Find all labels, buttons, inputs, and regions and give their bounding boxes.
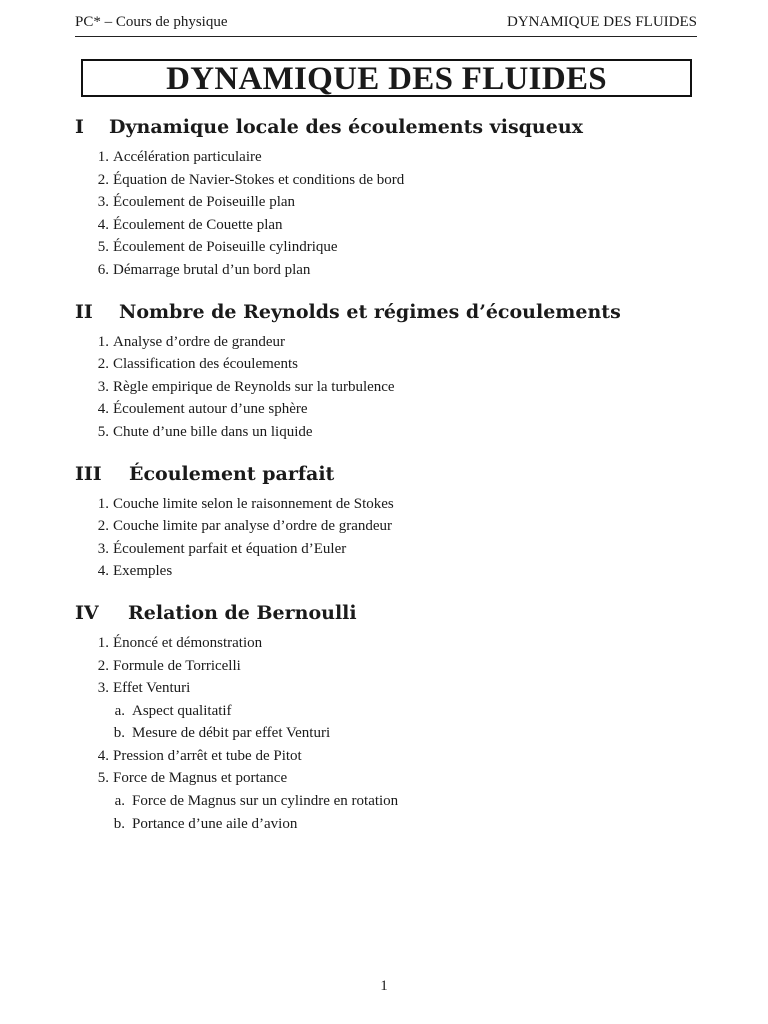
section-number: III: [75, 462, 102, 485]
list-item: [75, 767, 695, 790]
item-number: 5.: [97, 239, 109, 256]
title-box: [81, 59, 692, 97]
page-title: DYNAMIQUE DES FLUIDES: [166, 60, 607, 97]
subitem-label: Mesure de débit par effet Venturi: [132, 725, 331, 742]
section-2: [75, 297, 695, 444]
item-label: Pression d’arrêt et tube de Pitot: [113, 747, 302, 764]
section-heading: [75, 297, 695, 327]
item-label: Écoulement autour d’une sphère: [113, 401, 308, 418]
item-number: 3.: [97, 378, 109, 395]
item-label: Écoulement de Couette plan: [113, 216, 283, 233]
item-label: Exemples: [113, 563, 173, 580]
section-number: IV: [75, 601, 99, 624]
subitem-letter: b.: [113, 815, 125, 832]
section-title: Dynamique locale des écoulements visqueux: [109, 116, 583, 138]
section-item-list: [75, 632, 695, 835]
item-number: 4.: [97, 401, 109, 418]
subitem-letter: a.: [114, 793, 125, 810]
item-label: Chute d’une bille dans un liquide: [113, 423, 313, 440]
item-label: Effet Venturi: [113, 680, 191, 697]
item-number: 2.: [97, 518, 109, 535]
list-item: [75, 655, 695, 678]
item-label: Force de Magnus et portance: [113, 770, 288, 787]
section-number: II: [75, 300, 93, 323]
list-item: [75, 214, 695, 237]
item-number: 4.: [97, 216, 109, 233]
list-item: [75, 376, 695, 399]
item-label: Démarrage brutal d’un bord plan: [113, 261, 311, 278]
section-heading: [75, 112, 695, 142]
sub-list-item: [75, 700, 695, 723]
list-item: [75, 398, 695, 421]
section-item-list: [75, 493, 695, 583]
section-title: Relation de Bernoulli: [128, 601, 357, 624]
item-label: Couche limite par analyse d’ordre de grandeur: [113, 518, 393, 535]
page-number: 1: [380, 978, 388, 994]
list-item: [75, 421, 695, 444]
item-number: 3.: [97, 194, 109, 211]
item-number: 5.: [97, 770, 109, 787]
section-title: Nombre de Reynolds et régimes d’écoulements: [119, 300, 621, 323]
list-item: [75, 677, 695, 700]
subitem-letter: a.: [114, 702, 125, 719]
section-title: Écoulement parfait: [129, 462, 335, 485]
item-number: 1.: [97, 634, 109, 651]
item-label: Équation de Navier-Stokes et conditions de bord: [113, 171, 405, 188]
item-number: 1.: [97, 149, 109, 165]
table-of-contents: [75, 112, 695, 850]
section-item-list: [75, 331, 695, 444]
item-label: Accélération particulaire: [113, 149, 262, 165]
list-item: [75, 331, 695, 354]
section-4: [75, 598, 695, 835]
list-item: [75, 191, 695, 214]
item-label: Écoulement parfait et équation d’Euler: [113, 540, 347, 557]
section-heading: [75, 598, 695, 628]
section-heading: [75, 459, 695, 489]
list-item: [75, 259, 695, 282]
list-item: [75, 560, 695, 583]
item-number: 2.: [97, 657, 109, 674]
header-chapter-label: DYNAMIQUE DES FLUIDES: [507, 14, 697, 30]
item-label: Analyse d’ordre de grandeur: [113, 333, 286, 350]
section-number: I: [75, 116, 84, 138]
item-label: Écoulement de Poiseuille plan: [113, 194, 296, 211]
item-number: 5.: [97, 423, 109, 440]
item-number: 4.: [97, 563, 109, 580]
section-1: [75, 112, 695, 282]
list-item: [75, 493, 695, 516]
sub-list-item: [75, 790, 695, 813]
item-number: 2.: [97, 171, 109, 188]
header-course-label: PC* – Cours de physique: [75, 14, 228, 30]
item-label: Classification des écoulements: [113, 356, 298, 373]
item-label: Règle empirique de Reynolds sur la turbulence: [113, 378, 395, 395]
subitem-label: Force de Magnus sur un cylindre en rotation: [132, 793, 399, 810]
list-item: [75, 515, 695, 538]
item-number: 1.: [97, 495, 109, 512]
sub-list-item: [75, 813, 695, 836]
list-item: [75, 169, 695, 192]
item-number: 4.: [97, 747, 109, 764]
section-3: [75, 459, 695, 583]
list-item: [75, 353, 695, 376]
item-label: Formule de Torricelli: [113, 657, 241, 674]
item-number: 6.: [97, 261, 109, 278]
list-item: [75, 538, 695, 561]
running-header: [75, 14, 697, 37]
list-item: [75, 236, 695, 259]
item-label: Écoulement de Poiseuille cylindrique: [113, 239, 338, 256]
item-number: 1.: [97, 333, 109, 350]
item-number: 3.: [97, 540, 109, 557]
list-item: [75, 632, 695, 655]
item-number: 2.: [97, 356, 109, 373]
subitem-label: Aspect qualitatif: [132, 702, 232, 719]
item-number: 3.: [97, 680, 109, 697]
list-item: [75, 745, 695, 768]
section-item-list: [75, 146, 695, 282]
list-item: [75, 146, 695, 169]
sub-list-item: [75, 722, 695, 745]
subitem-letter: b.: [113, 725, 125, 742]
item-label: Énoncé et démonstration: [113, 634, 263, 651]
item-label: Couche limite selon le raisonnement de Stokes: [113, 495, 394, 512]
subitem-label: Portance d’une aile d’avion: [132, 815, 298, 832]
